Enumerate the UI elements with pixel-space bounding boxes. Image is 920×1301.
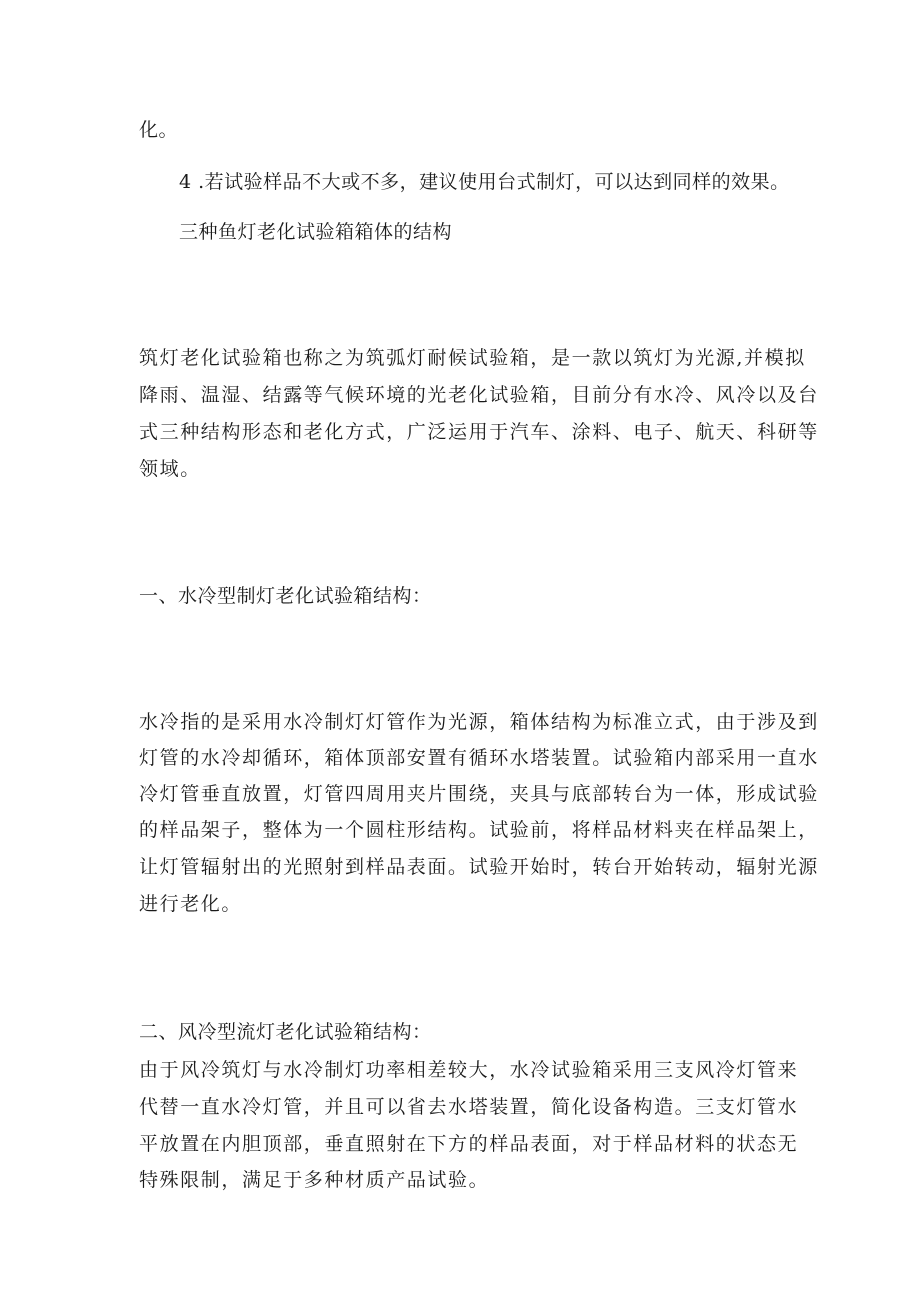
paragraph-continuation: 化。 — [139, 119, 179, 141]
section-title: 三种鱼灯老化试验箱箱体的结构 — [179, 221, 453, 243]
overview-line-4: 领域。 — [139, 458, 201, 480]
section1-heading: 一、水冷型制灯老化试验箱结构： — [139, 585, 432, 607]
section1-line-2: 灯管的水冷却循环，箱体顶部安置有循环水塔装置。试验箱内部采用一直水 — [139, 747, 819, 769]
overview-line-3: 式三种结构形态和老化方式，广泛运用于汽车、涂料、电子、航天、科研等 — [139, 421, 819, 443]
section2-line-3: 平放置在内胆顶部，垂直照射在下方的样品表面，对于样品材料的状态无 — [139, 1133, 799, 1155]
section2-line-1: 由于风冷筑灯与水冷制灯功率相差较大，水冷试验箱采用三支风冷灯管来 — [139, 1059, 799, 1081]
section1-line-6: 进行老化。 — [139, 893, 243, 915]
section1-line-3: 冷灯管垂直放置，灯管四周用夹片围绕，夹具与底部转台为一体，形成试验 — [139, 783, 819, 805]
section1-line-4: 的样品架子，整体为一个圆柱形结构。试验前，将样品材料夹在样品架上， — [139, 819, 819, 841]
overview-line-1: 筑灯老化试验箱也称之为筑弧灯耐候试验箱，是一款以筑灯为光源,并模拟 — [139, 347, 806, 369]
section1-line-1: 水冷指的是采用水冷制灯灯管作为光源，箱体结构为标准立式，由于涉及到 — [139, 711, 819, 733]
section2-line-2: 代替一直水冷灯管，并且可以省去水塔装置，简化设备构造。三支灯管水 — [139, 1096, 799, 1118]
section1-line-5: 让灯管辐射出的光照射到样品表面。试验开始时，转台开始转动，辐射光源 — [139, 856, 819, 878]
list-item-4: 4 .若试验样品不大或不多，建议使用台式制灯，可以达到同样的效果。 — [179, 171, 790, 193]
section2-heading: 二、风冷型流灯老化试验箱结构： — [139, 1021, 432, 1043]
section2-line-4: 特殊限制，满足于多种材质产品试验。 — [139, 1169, 490, 1191]
overview-line-2: 降雨、温湿、结露等气候环境的光老化试验箱，目前分有水冷、风冷以及台 — [139, 384, 819, 406]
